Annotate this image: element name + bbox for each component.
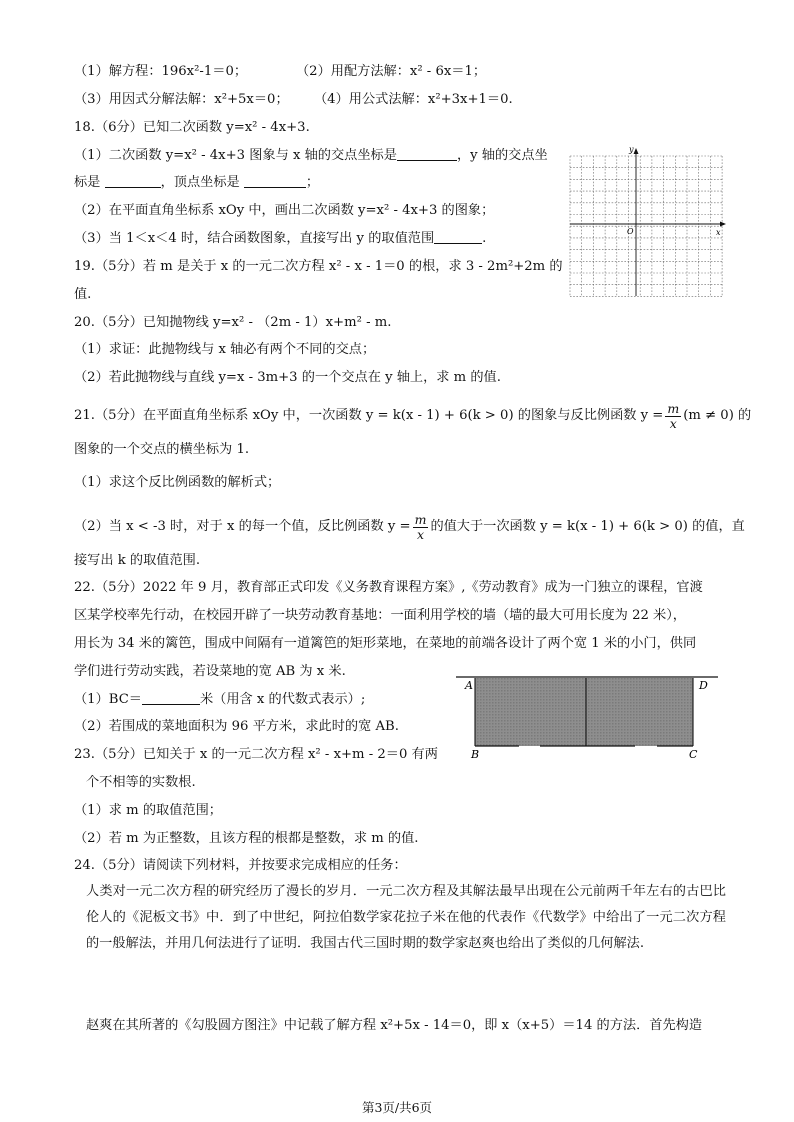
q24-heading: 24.（5分）请阅读下列材料，并按要求完成相应的任务： [74, 858, 407, 873]
fraction-numerator: m [414, 512, 427, 527]
q23-line2: 个不相等的实数根. [86, 775, 196, 790]
fraction-numerator: m [667, 401, 680, 416]
q21-heading-line2: 图象的一个交点的横坐标为 1. [74, 442, 250, 457]
q23-sub1: （1）求 m 的取值范围； [74, 803, 222, 818]
garden-plot [475, 678, 693, 746]
answer-blank [434, 229, 482, 244]
coordinate-grid-figure [566, 142, 732, 298]
q21-heading-text: 21.（5分）在平面直角坐标系 xOy 中，一次函数 y = k(x - 1) + 6(k > 0) 的图象与反比例函数 y = [74, 408, 664, 423]
q20-sub1: （1）求证：此抛物线与 x 轴必有两个不同的交点； [74, 342, 376, 357]
q21-sub2-text-a: （2）当 x < -3 时，对于 x 的每一个值，反比例函数 y = [74, 519, 411, 534]
garden-figure [456, 672, 718, 764]
q21-sub2 [74, 513, 745, 542]
q17-part4: （4）用公式法解：x²+3x+1＝0. [314, 92, 513, 107]
q22-line4: 学们进行劳动实践，若设菜地的宽 AB 为 x 米. [74, 664, 346, 679]
q20-sub2: （2）若此抛物线与直线 y=x - 3m+3 的一个交点在 y 轴上，求 m 的值. [74, 370, 501, 385]
answer-blank [244, 173, 306, 188]
q18-sub1-text-a: （1）二次函数 y=x² - 4x+3 图象与 x 轴的交点坐标是 [74, 148, 397, 163]
q18-sub1-line1 [74, 146, 548, 166]
q18-sub1-text-b: ，y 轴的交点坐 [456, 148, 548, 163]
fraction-m-over-x [413, 513, 429, 542]
answer-blank [142, 690, 200, 705]
q19-line2: 值. [74, 287, 92, 302]
q18-sub1-text-e: ； [305, 175, 320, 190]
q22-sub2: （2）若围成的菜地面积为 96 平方米，求此时的宽 AB. [74, 719, 399, 734]
q21-sub2-text-b: 的值大于一次函数 y = k(x - 1) + 6(k > 0) 的值，直 [430, 519, 745, 534]
fraction-denominator: x [416, 527, 425, 542]
q24-material-paragraph-2: 赵爽在其所著的《勾股圆方图注》中记载了解方程 x²+5x - 14＝0，即 x（x+5）＝14 的方法．首先构造 [86, 1018, 703, 1033]
q21-heading-end: (m ≠ 0) 的 [683, 408, 752, 423]
q18-sub3 [74, 229, 486, 249]
q23-sub2: （2）若 m 为正整数，且该方程的根都是整数，求 m 的值. [74, 831, 419, 846]
q17-part2: （2）用配方法解：x² - 6x＝1； [296, 64, 487, 79]
q22-line1: 22.（5分）2022 年 9 月，教育部正式印发《义务教育课程方案》,《劳动教育》成为一门独立的课程，官渡 [74, 580, 703, 595]
q18-sub3-text: （3）当 1＜x＜4 时，结合函数图象，直接写出 y 的取值范围 [74, 231, 435, 246]
q18-sub3-end: . [482, 231, 487, 246]
q18-sub1-text-c: 标是 [74, 175, 101, 190]
answer-blank [397, 146, 457, 161]
vertex-d-label: D [699, 679, 708, 692]
q22-line3: 用长为 34 米的篱笆，围成中间隔有一道篱笆的矩形菜地，在菜地的前端各设计了两个宽 1 米的小门，供同 [74, 636, 697, 651]
q17-part3: （3）用因式分解法解：x²+5x＝0； [74, 92, 289, 107]
q21-heading [74, 402, 751, 431]
q21-sub1: （1）求这个反比例函数的解析式； [74, 475, 281, 490]
q18-sub1-text-d: ，顶点坐标是 [160, 175, 240, 190]
q22-sub1 [74, 690, 365, 710]
q18-sub1-line2 [74, 173, 319, 193]
q21-sub2-line2: 接写出 k 的取值范围. [74, 553, 201, 568]
q23-line1: 23.（5分）已知关于 x 的一元二次方程 x² - x+m - 2＝0 有两 [74, 747, 438, 762]
q20-heading: 20.（5分）已知抛物线 y=x² - （2m - 1）x+m² - m. [74, 315, 392, 330]
origin-label: O [627, 227, 634, 236]
q17-part1: （1）解方程：196x²-1＝0； [74, 64, 248, 79]
q22-sub1-text-a: （1）BC＝ [74, 692, 142, 707]
vertex-a-label: A [465, 679, 473, 692]
answer-blank [105, 173, 161, 188]
vertex-b-label: B [471, 748, 480, 761]
q22-sub1-text-b: 米（用含 x 的代数式表示）; [199, 692, 366, 707]
fraction-m-over-x [665, 402, 681, 431]
q18-sub2: （2）在平面直角坐标系 xOy 中，画出二次函数 y=x² - 4x+3 的图象； [74, 203, 495, 218]
x-axis-arrow [720, 222, 726, 227]
page-number-footer: 第3页/共6页 [361, 1100, 433, 1115]
q24-material-paragraph-1: 人类对一元二次方程的研究经历了漫长的岁月．一元二次方程及其解法最早出现在公元前两千年左右的古巴比伦人的《泥板文书》中．到了中世纪，阿拉伯数学家花拉子米在他的代表作《代数学》中给出了一元二次方程的一般解法，并用几何法进行了证明．我国古代三国时期的数学家赵爽也给出了类似的几何解法. [86, 884, 726, 951]
y-axis-arrow [634, 148, 639, 154]
vertex-c-label: C [689, 748, 698, 761]
y-axis-label: y [629, 145, 634, 154]
q18-heading: 18.（6分）已知二次函数 y=x² - 4x+3. [74, 120, 310, 135]
fraction-denominator: x [669, 416, 677, 431]
q19-line1: 19.（5分）若 m 是关于 x 的一元二次方程 x² - x - 1＝0 的根，求 3 - 2m²+2m 的 [74, 259, 563, 274]
q22-line2: 区某学校率先行动，在校园开辟了一块劳动教育基地：一面利用学校的墙（墙的最大可用长度为 22 米）， [74, 608, 686, 623]
grid-lines [570, 156, 722, 296]
x-axis-label: x [716, 228, 721, 237]
